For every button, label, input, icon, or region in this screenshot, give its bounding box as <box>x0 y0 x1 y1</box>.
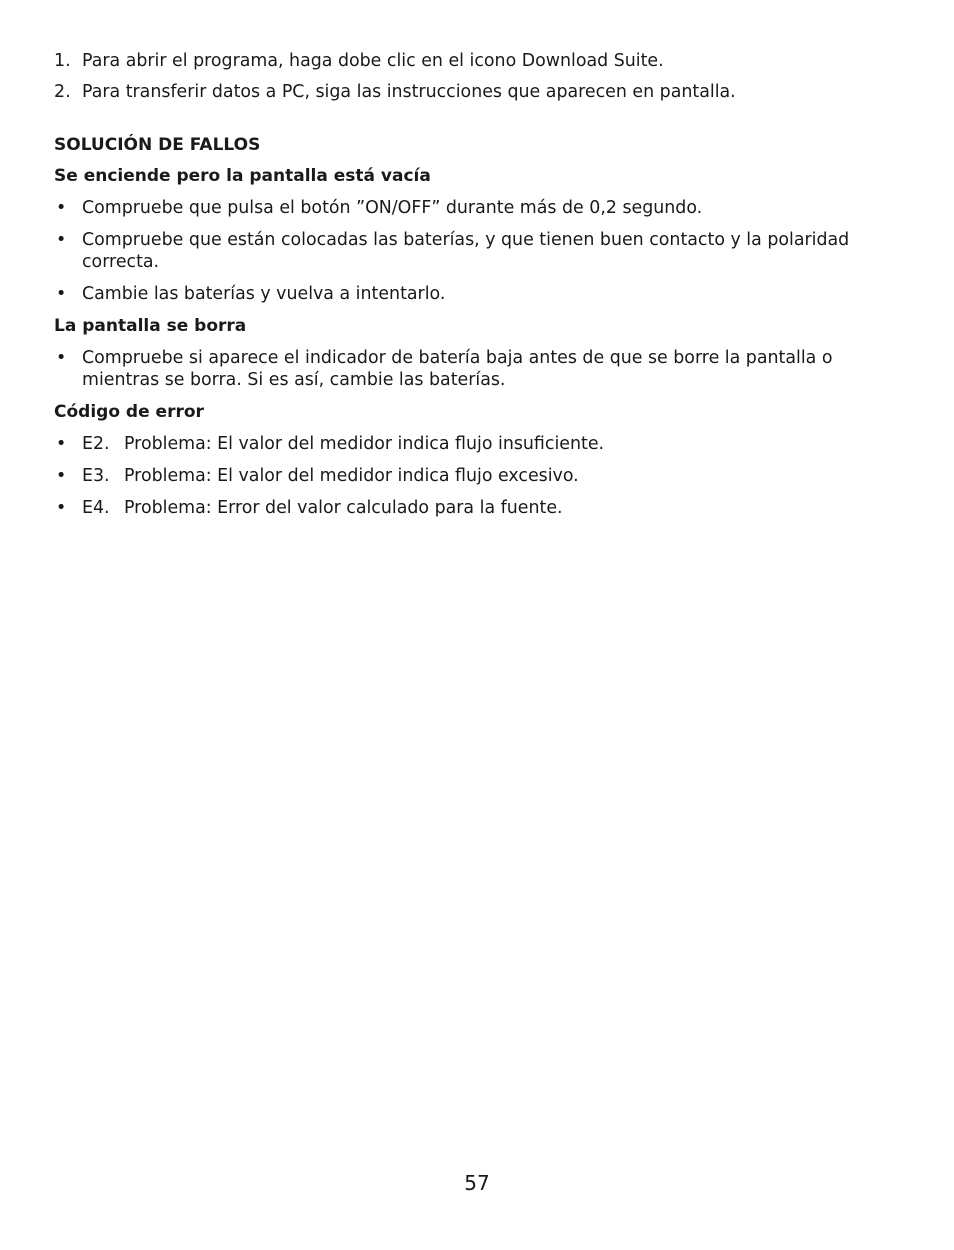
error-code: E3. <box>82 466 110 486</box>
list-item <box>54 197 864 219</box>
error-code: E4. <box>82 498 110 518</box>
list-item <box>54 229 864 273</box>
blank-screen-list <box>54 197 864 305</box>
numbered-steps <box>54 50 864 103</box>
page-number: 57 <box>464 1171 490 1195</box>
bullet-glyph: • <box>56 498 67 518</box>
list-item-text: Compruebe que están colocadas las baterías, y que tienen buen contacto y la polaridad correcta. <box>82 230 850 272</box>
error-description: Problema: Error del valor calculado para la fuente. <box>124 498 563 518</box>
step-item <box>54 50 864 72</box>
error-code-item <box>54 465 864 487</box>
list-item <box>54 347 864 391</box>
step-number: 1. <box>54 51 71 71</box>
list-item-text: Cambie las baterías y vuelva a intentarlo. <box>82 284 446 304</box>
bullet-glyph: • <box>56 434 67 454</box>
error-code-item <box>54 433 864 455</box>
list-item-text: Compruebe si aparece el indicador de batería baja antes de que se borre la pantalla o mientras se borra. Si es así, cambie las baterías. <box>82 348 833 390</box>
bullet-glyph: • <box>56 284 67 304</box>
error-description: Problema: El valor del medidor indica flujo insuficiente. <box>124 434 605 454</box>
subheading-error-codes: Código de error <box>54 402 204 422</box>
section-title: SOLUCIÓN DE FALLOS <box>54 135 261 155</box>
bullet-glyph: • <box>56 466 67 486</box>
bullet-glyph: • <box>56 230 67 250</box>
list-item <box>54 283 864 305</box>
error-description: Problema: El valor del medidor indica flujo excesivo. <box>124 466 579 486</box>
step-number: 2. <box>54 82 71 102</box>
step-text: Para abrir el programa, haga dobe clic en el icono Download Suite. <box>82 51 664 71</box>
error-code-item <box>54 497 864 519</box>
step-text: Para transferir datos a PC, siga las instrucciones que aparecen en pantalla. <box>82 82 736 102</box>
bullet-glyph: • <box>56 348 67 368</box>
bullet-glyph: • <box>56 198 67 218</box>
subheading-screen-clears: La pantalla se borra <box>54 316 247 336</box>
document-page <box>54 50 864 529</box>
screen-clears-list <box>54 347 864 391</box>
subheading-blank-screen: Se enciende pero la pantalla está vacía <box>54 166 431 186</box>
list-item-text: Compruebe que pulsa el botón ”ON/OFF” durante más de 0,2 segundo. <box>82 198 703 218</box>
error-code-list <box>54 433 864 519</box>
error-code: E2. <box>82 434 110 454</box>
step-item <box>54 81 864 103</box>
